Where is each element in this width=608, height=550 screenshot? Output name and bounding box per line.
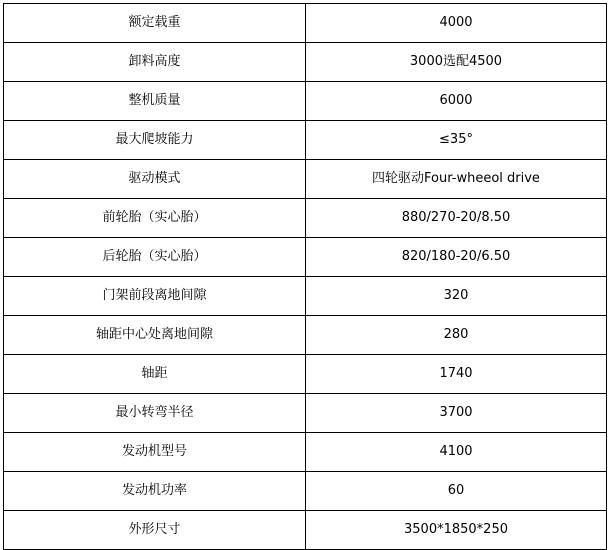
spec-value: 3000选配4500 bbox=[306, 43, 607, 82]
spec-label: 轴距 bbox=[4, 355, 306, 394]
table-row bbox=[4, 394, 607, 433]
spec-label: 卸料高度 bbox=[4, 43, 306, 82]
spec-value: 3500*1850*250 bbox=[306, 511, 607, 550]
spec-label: 最小转弯半径 bbox=[4, 394, 306, 433]
spec-label: 外形尺寸 bbox=[4, 511, 306, 550]
spec-value: 4000 bbox=[306, 4, 607, 43]
spec-value: 320 bbox=[306, 277, 607, 316]
table-row bbox=[4, 4, 607, 43]
spec-table bbox=[3, 3, 607, 550]
spec-value: 820/180-20/6.50 bbox=[306, 238, 607, 277]
spec-label: 发动机型号 bbox=[4, 433, 306, 472]
table-row bbox=[4, 277, 607, 316]
table-row bbox=[4, 82, 607, 121]
table-row bbox=[4, 433, 607, 472]
table-row bbox=[4, 316, 607, 355]
table-row bbox=[4, 238, 607, 277]
spec-value: 280 bbox=[306, 316, 607, 355]
spec-label: 门架前段离地间隙 bbox=[4, 277, 306, 316]
spec-label: 发动机功率 bbox=[4, 472, 306, 511]
spec-label: 前轮胎（实心胎） bbox=[4, 199, 306, 238]
spec-value: 3700 bbox=[306, 394, 607, 433]
spec-value: ≤35° bbox=[306, 121, 607, 160]
table-row bbox=[4, 355, 607, 394]
spec-value: 1740 bbox=[306, 355, 607, 394]
table-row bbox=[4, 472, 607, 511]
table-row bbox=[4, 160, 607, 199]
spec-value: 4100 bbox=[306, 433, 607, 472]
spec-value: 四轮驱动Four-wheeol drive bbox=[306, 160, 607, 199]
spec-label: 后轮胎（实心胎） bbox=[4, 238, 306, 277]
table-row bbox=[4, 199, 607, 238]
spec-label: 最大爬坡能力 bbox=[4, 121, 306, 160]
spec-label: 整机质量 bbox=[4, 82, 306, 121]
table-row bbox=[4, 43, 607, 82]
spec-value: 6000 bbox=[306, 82, 607, 121]
spec-value: 880/270-20/8.50 bbox=[306, 199, 607, 238]
spec-label: 轴距中心处离地间隙 bbox=[4, 316, 306, 355]
spec-value: 60 bbox=[306, 472, 607, 511]
spec-label: 驱动模式 bbox=[4, 160, 306, 199]
spec-label: 额定载重 bbox=[4, 4, 306, 43]
table-row bbox=[4, 121, 607, 160]
table-row bbox=[4, 511, 607, 550]
